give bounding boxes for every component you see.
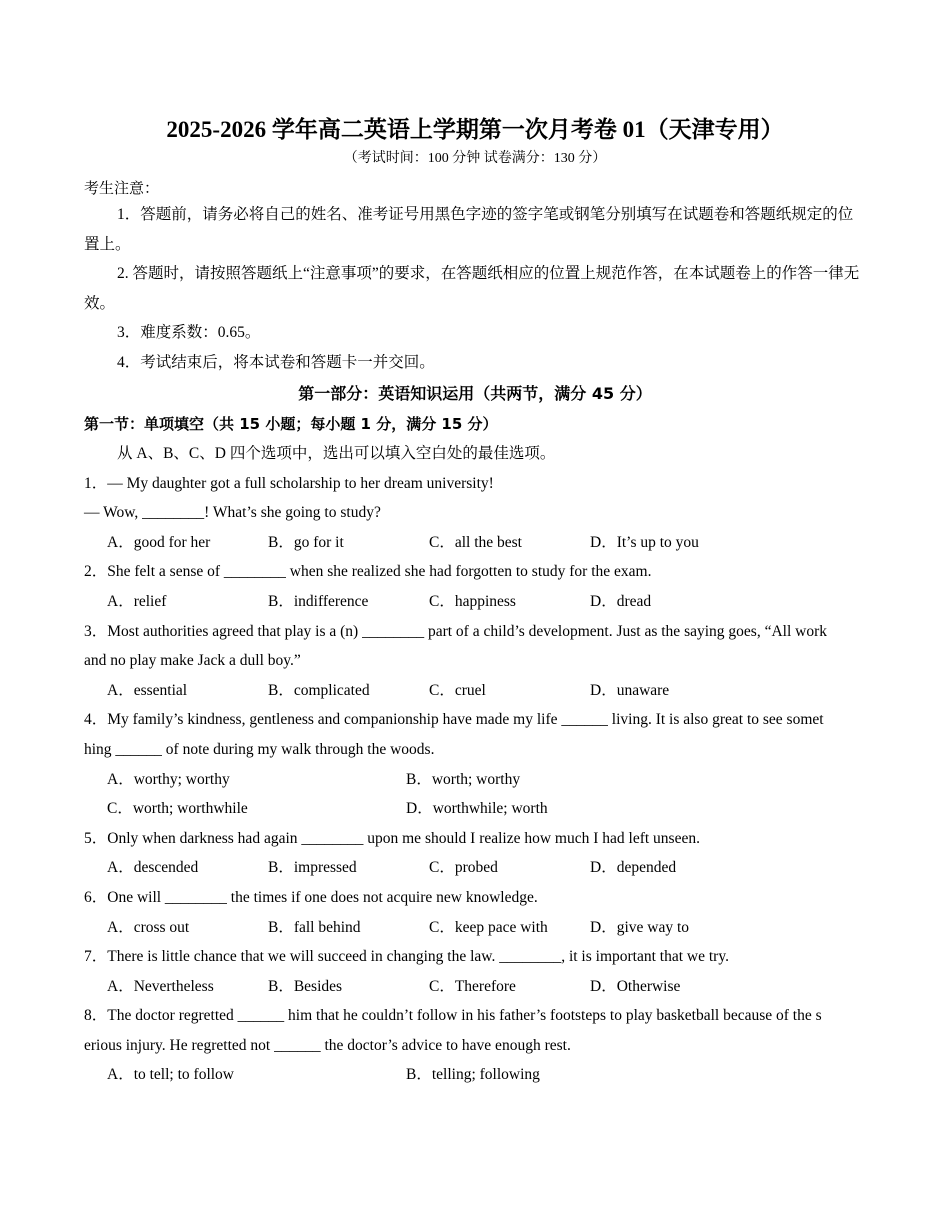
option-c: C．keep pace with bbox=[429, 918, 548, 936]
option-d: D．unaware bbox=[590, 681, 670, 699]
option-c: C．happiness bbox=[429, 592, 516, 610]
option-b: B．telling; following bbox=[406, 1066, 540, 1084]
question-6 bbox=[84, 883, 866, 913]
question-2-options bbox=[84, 587, 866, 617]
option-d: D．Otherwise bbox=[590, 977, 681, 995]
question-3 bbox=[84, 617, 866, 676]
option-d: D．dread bbox=[590, 592, 652, 610]
question-7-options bbox=[84, 972, 866, 1002]
question-text: 3．Most authorities agreed that play is a (n) ________ part of a child’s development. Just as the saying goes, “All work bbox=[84, 622, 827, 640]
question-text: 7．There is little chance that we will succeed in changing the law. ________, it is important that we try. bbox=[84, 948, 729, 966]
question-text: 1．— My daughter got a full scholarship to her dream university! bbox=[84, 474, 494, 492]
option-c: C．worth; worthwhile bbox=[107, 800, 248, 818]
question-3-options bbox=[84, 676, 866, 706]
question-text: — Wow, ________! What’s she going to study? bbox=[84, 504, 381, 522]
option-b: B．indifference bbox=[268, 592, 369, 610]
option-b: B．complicated bbox=[268, 681, 370, 699]
option-b: B．go for it bbox=[268, 533, 344, 551]
question-text: 4．My family’s kindness, gentleness and companionship have made my life ______ living. It is also great to see somet bbox=[84, 711, 824, 729]
exam-page bbox=[84, 104, 866, 1090]
option-b: B．fall behind bbox=[268, 918, 361, 936]
part-title: 第一部分：英语知识运用（共两节，满分 45 分） bbox=[298, 384, 652, 403]
option-d: D．depended bbox=[590, 859, 677, 877]
question-text: 8．The doctor regretted ______ him that he couldn’t follow in his father’s footsteps to play basketball because of the s bbox=[84, 1007, 822, 1025]
exam-subtitle: （考试时间：100 分钟 试卷满分：130 分） bbox=[343, 151, 607, 166]
option-a: A．essential bbox=[107, 681, 188, 699]
question-4 bbox=[84, 705, 866, 764]
question-text: and no play make Jack a dull boy.” bbox=[84, 652, 301, 670]
question-1-options bbox=[84, 528, 866, 558]
option-d: D．worthwhile; worth bbox=[406, 800, 548, 818]
section-instruction: 从 A、B、C、D 四个选项中，选出可以填入空白处的最佳选项。 bbox=[117, 445, 556, 462]
notice-heading: 考生注意： bbox=[84, 179, 160, 197]
question-text: hing ______ of note during my walk through the woods. bbox=[84, 740, 435, 758]
option-b: B．Besides bbox=[268, 977, 343, 995]
section-title: 第一节：单项填空（共 15 小题；每小题 1 分，满分 15 分） bbox=[84, 415, 498, 433]
option-a: A．descended bbox=[107, 859, 199, 877]
question-4-options-row2 bbox=[84, 794, 866, 824]
option-a: A．cross out bbox=[107, 918, 190, 936]
option-b: B．worth; worthy bbox=[406, 770, 521, 788]
option-a: A．relief bbox=[107, 592, 167, 610]
notice-item: 3．难度系数：0.65。 bbox=[117, 324, 261, 341]
notice-item: 4．考试结束后，将本试卷和答题卡一并交回。 bbox=[117, 353, 435, 371]
question-text: 6．One will ________ the times if one does not acquire new knowledge. bbox=[84, 888, 538, 906]
question-5-options bbox=[84, 853, 866, 883]
question-2 bbox=[84, 557, 866, 587]
option-a: A．good for her bbox=[107, 533, 211, 551]
question-8 bbox=[84, 1001, 866, 1060]
question-8-options-row1 bbox=[84, 1060, 866, 1090]
option-d: D．give way to bbox=[590, 918, 690, 936]
question-text: 5．Only when darkness had again ________ upon me should I realize how much I had left unseen. bbox=[84, 829, 700, 847]
option-a: A．Nevertheless bbox=[107, 977, 214, 995]
notice-item: 1．答题前，请务必将自己的姓名、准考证号用黑色字迹的签字笔或钢笔分别填写在试题卷和答题纸规定的位置上。 bbox=[84, 206, 854, 253]
option-a: A．worthy; worthy bbox=[107, 770, 230, 788]
option-d: D．It’s up to you bbox=[590, 533, 699, 551]
question-text: 2．She felt a sense of ________ when she realized she had forgotten to study for the exam. bbox=[84, 563, 652, 581]
option-c: C．probed bbox=[429, 859, 498, 877]
question-4-options-row1 bbox=[84, 765, 866, 795]
notice-item: 2. 答题时，请按照答题纸上“注意事项”的要求，在答题纸相应的位置上规范作答，在本试题卷上的作答一律无效。 bbox=[84, 265, 860, 312]
option-c: C．all the best bbox=[429, 533, 522, 551]
question-5 bbox=[84, 824, 866, 854]
question-7 bbox=[84, 942, 866, 972]
question-text: erious injury. He regretted not ______ the doctor’s advice to have enough rest. bbox=[84, 1036, 571, 1054]
option-b: B．impressed bbox=[268, 859, 357, 877]
option-a: A．to tell; to follow bbox=[107, 1066, 235, 1084]
question-1 bbox=[84, 469, 866, 528]
option-c: C．cruel bbox=[429, 681, 486, 699]
option-c: C．Therefore bbox=[429, 977, 516, 995]
exam-title: 2025-2026 学年高二英语上学期第一次月考卷 01（天津专用） bbox=[166, 117, 784, 142]
question-6-options bbox=[84, 913, 866, 943]
